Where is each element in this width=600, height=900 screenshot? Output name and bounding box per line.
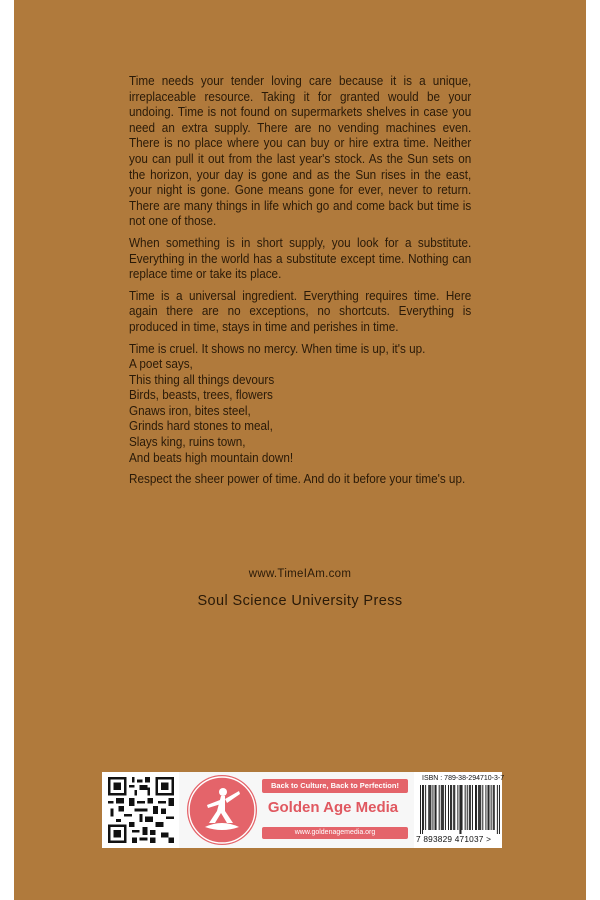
blurb-paragraph-4: Time is cruel. It shows no mercy. When time is up, it's up.	[129, 341, 426, 356]
barcode-bar	[475, 785, 476, 830]
blurb-paragraph-5: Respect the sheer power of time. And do it before your time's up.	[129, 472, 466, 487]
barcode-bar	[461, 785, 462, 834]
poem-line: Grinds hard stones to meal,	[129, 419, 273, 434]
barcode-bar	[472, 785, 473, 830]
website-link[interactable]: www.TimeIAm.com	[248, 568, 352, 580]
barcode-bar	[470, 785, 471, 830]
tagline: Back to Culture, Back to Perfection!	[262, 779, 408, 793]
barcode-bar	[489, 785, 490, 830]
barcode-sticker	[102, 772, 505, 848]
barcode-bar	[428, 785, 429, 830]
barcode-bar	[459, 785, 460, 834]
barcode-bar	[448, 785, 449, 830]
barcode-bar	[451, 785, 452, 830]
brand-url[interactable]: www.goldenagemedia.org	[262, 827, 408, 839]
barcode-bar	[465, 785, 466, 830]
blurb-paragraph-2: When something is in short supply, you look for a substitute. Everything in the world has a substitute except time. Nothing can replace time or take its place.	[129, 235, 472, 282]
poem-line: And beats high mountain down!	[129, 450, 294, 465]
brand-name: Golden Age Media	[267, 799, 399, 816]
poem-line: Birds, beasts, trees, flowers	[129, 388, 273, 403]
barcode-bar	[425, 785, 426, 830]
barcode-bar	[467, 785, 468, 830]
barcode-bar	[441, 785, 442, 830]
golden-age-media-label	[179, 772, 414, 848]
blurb-paragraph-3: Time is a universal ingredient. Everything requires time. Here again there are no exceptions, no shortcuts. Everything is produced in time, stays in time and perishes in time.	[129, 288, 472, 334]
barcode-icon	[420, 785, 500, 834]
poem-line: Gnaws iron, bites steel,	[129, 403, 251, 418]
barcode-bar	[435, 785, 436, 830]
back-cover	[14, 0, 586, 900]
isbn-label: ISBN : 789-38-294710-3-7	[422, 775, 505, 782]
barcode-bar	[499, 785, 500, 834]
barcode-bar	[450, 785, 451, 830]
barcode-bar	[457, 785, 458, 830]
barcode-bar	[443, 785, 444, 830]
barcode-bar	[488, 785, 489, 830]
barcode-bar	[445, 785, 446, 830]
barcode-bar	[479, 785, 480, 830]
poem	[129, 357, 471, 466]
publisher-name: Soul Science University Press	[197, 593, 403, 609]
barcode-bar	[439, 785, 440, 830]
poem-line: A poet says,	[129, 357, 193, 372]
barcode-bar	[480, 785, 481, 830]
blurb-paragraph-1: Time needs your tender loving care because it is a unique, irreplaceable resource. Taking it for granted would be your undoing. Time is not found on supermarkets shelves in case you need an extra supply. There are no vending machines even. There is no place where you can buy or hire extra time. Neither you can pull it out from the last year's stock. As the Sun sets on the horizon, your day is gone and as the Sun rises in the east, your night is gone. Gone means gone for ever, never to return. There are many things in life which go and come back but time is not one of those.	[129, 74, 472, 229]
ean-digits: 7 893829 471037 >	[416, 834, 492, 844]
barcode-bar	[491, 785, 492, 830]
barcode-bar	[482, 785, 483, 830]
barcode-bar	[429, 785, 430, 830]
dancer-icon	[187, 775, 257, 845]
barcode-bar	[453, 785, 454, 830]
barcode-bar	[494, 785, 495, 830]
qr-code-icon	[108, 777, 174, 843]
barcode-bar	[478, 785, 479, 830]
barcode-bar	[485, 785, 486, 830]
barcode-bar	[454, 785, 455, 830]
barcode-bar	[432, 785, 433, 830]
barcode-bar	[436, 785, 437, 830]
barcode-bar	[422, 785, 423, 834]
barcode-bar	[420, 785, 421, 834]
barcode-bar	[476, 785, 477, 830]
barcode-bar	[442, 785, 443, 830]
barcode-bar	[497, 785, 498, 834]
blurb-text	[129, 74, 471, 494]
barcode-bar	[423, 785, 424, 830]
barcode-bar	[462, 785, 463, 830]
barcode-bar	[493, 785, 494, 830]
poem-line: Slays king, ruins town,	[129, 435, 246, 450]
barcode-bar	[469, 785, 470, 830]
barcode-bar	[430, 785, 431, 830]
poem-line: This thing all things devours	[129, 372, 275, 387]
golden-age-logo	[187, 775, 257, 845]
